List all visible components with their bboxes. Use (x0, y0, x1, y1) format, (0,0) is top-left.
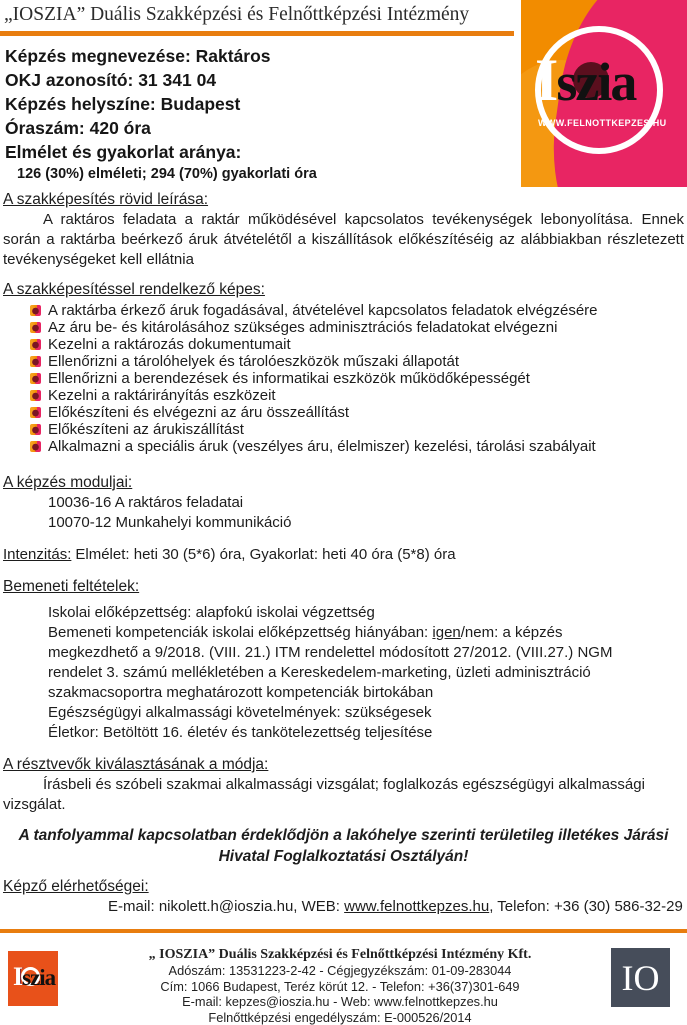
intensity-label: Intenzitás: (3, 546, 71, 563)
course-info-block (5, 44, 510, 184)
section-heading-contact: Képző elérhetőségei: (3, 877, 684, 897)
footer-io-logo: IO (611, 948, 670, 1007)
logo-bullet-icon (30, 407, 41, 418)
main-content (3, 190, 684, 917)
entry-line-health: Egészségügyi alkalmassági követelmények: szükségesek (3, 703, 644, 723)
web-link[interactable]: www.felnottkepzes.hu (344, 898, 489, 915)
description-paragraph: A raktáros feladata a raktár működésével kapcsolatos tevékenységek lebonyolítása. Ennek során a raktárba beérkező áruk átvételétől a kiszállítások előkészítéséig az alábbiakban részletezett tevékenységeket kell ellátnia (3, 210, 684, 270)
notice-text: A tanfolyammal kapcsolatban érdeklődjön a lakóhelye szerinti területileg illetékes Járási Hivatal Foglalkoztatási Osztályán! (3, 825, 684, 867)
logo-letter-i: I (535, 47, 556, 113)
entry-yes-underlined: igen (432, 624, 460, 641)
okj-id: OKJ azonosító: 31 341 04 (5, 68, 510, 92)
logo-letters-szia: szia (556, 52, 635, 112)
intensity-text: Elmélet: heti 30 (5*6) óra, Gyakorlat: heti 40 óra (5*8) óra (75, 546, 455, 563)
footer-info-block (75, 946, 605, 1025)
capabilities-list (3, 302, 684, 455)
footer-email-web-line: E-mail: kepzes@ioszia.hu - Web: www.felnottkepzes.hu (75, 994, 605, 1010)
list-item: Előkészíteni az árukiszállítást (3, 421, 684, 438)
course-hours: Óraszám: 420 óra (5, 116, 510, 140)
logo-bullet-icon (30, 339, 41, 350)
footer-address-line: Cím: 1066 Budapest, Teréz körút 12. - Telefon: +36(37)301-649 (75, 979, 605, 995)
selection-paragraph: Írásbeli és szóbeli szakmai alkalmassági vizsgálat; foglalkozás egészségügyi alkalmassági vizsgálat. (3, 775, 684, 815)
list-item: Alkalmazni a speciális áruk (veszélyes áru, élelmiszer) kezelési, tárolási szabályait (3, 438, 684, 455)
logo-wordmark (535, 46, 635, 115)
list-item: Ellenőrizni a tárolóhelyek és tárolóeszközök műszaki állapotát (3, 353, 684, 370)
ratio-label: Elmélet és gyakorlat aránya: (5, 140, 510, 164)
section-heading-selection: A résztvevők kiválasztásának a módja: (3, 755, 684, 775)
logo-bullet-icon (30, 356, 41, 367)
footer-company-name: „ IOSZIA” Duális Szakképzési és Felnőttképzési Intézmény Kft. (75, 946, 605, 963)
entry-line-age: Életkor: Betöltött 16. életév és tankötelezettség teljesítése (3, 723, 644, 743)
logo-bullet-icon (30, 322, 41, 333)
footer-logo-wordmark: Iszia (13, 962, 55, 992)
list-item: Előkészíteni és elvégezni az áru összeállítást (3, 404, 684, 421)
header-divider (0, 31, 514, 36)
footer-divider (0, 929, 687, 933)
course-location: Képzés helyszíne: Budapest (5, 92, 510, 116)
logo-bullet-icon (30, 373, 41, 384)
footer-tax-line: Adószám: 13531223-2-42 - Cégjegyzékszám: 01-09-283044 (75, 963, 605, 979)
intensity-line (3, 545, 684, 565)
course-name: Képzés megnevezése: Raktáros (5, 44, 510, 68)
list-item: Az áru be- és kitárolásához szükséges adminisztrációs feladatokat elvégezni (3, 319, 684, 336)
contact-line: E-mail: nikolett.h@ioszia.hu, WEB: www.felnottkepzes.hu, Telefon: +36 (30) 586-32-29 (3, 897, 684, 917)
logo-bullet-icon (30, 441, 41, 452)
entry-requirements-block (3, 603, 684, 743)
section-heading-description: A szakképesítés rövid leírása: (3, 190, 684, 210)
logo-url-text: WWW.FELNOTTKEPZES.HU (538, 118, 667, 128)
section-heading-modules: A képzés moduljai: (3, 473, 684, 493)
section-heading-entry: Bemeneti feltételek: (3, 577, 684, 597)
ioszia-logo (521, 0, 687, 187)
logo-bullet-icon (30, 424, 41, 435)
section-heading-capabilities: A szakképesítéssel rendelkező képes: (3, 280, 684, 300)
entry-line-competencies: Bemeneti kompetenciák iskolai előképzettség hiányában: igen/nem: a képzés megkezdhető a 9/2018. (VIII. 21.) ITM rendelettel módosított 27/2012. (VIII.27.) NGM rendelet 3. számú mellékletében a Kereskedelem-marketing, üzleti adminisztráció szakmacsoportra meghatározott kompetenciák birtokában (3, 623, 644, 703)
logo-bullet-icon (30, 390, 41, 401)
ratio-detail: 126 (30%) elméleti; 294 (70%) gyakorlati óra (5, 164, 510, 184)
module-item: 10070-12 Munkahelyi kommunikáció (3, 513, 684, 533)
module-item: 10036-16 A raktáros feladatai (3, 493, 684, 513)
footer-ioszia-logo (8, 951, 58, 1006)
logo-bullet-icon (30, 305, 41, 316)
list-item: Kezelni a raktározás dokumentumait (3, 336, 684, 353)
page-title: „IOSZIA” Duális Szakképzési és Felnőttképzési Intézmény (4, 4, 516, 26)
footer-license-line: Felnőttképzési engedélyszám: E-000526/2014 (75, 1010, 605, 1025)
list-item: Ellenőrizni a berendezések és informatikai eszközök működőképességét (3, 370, 684, 387)
list-item: Kezelni a raktárirányítás eszközeit (3, 387, 684, 404)
entry-line-education: Iskolai előképzettség: alapfokú iskolai végzettség (3, 603, 644, 623)
list-item: A raktárba érkező áruk fogadásával, átvételével kapcsolatos feladatok elvégzésére (3, 302, 684, 319)
